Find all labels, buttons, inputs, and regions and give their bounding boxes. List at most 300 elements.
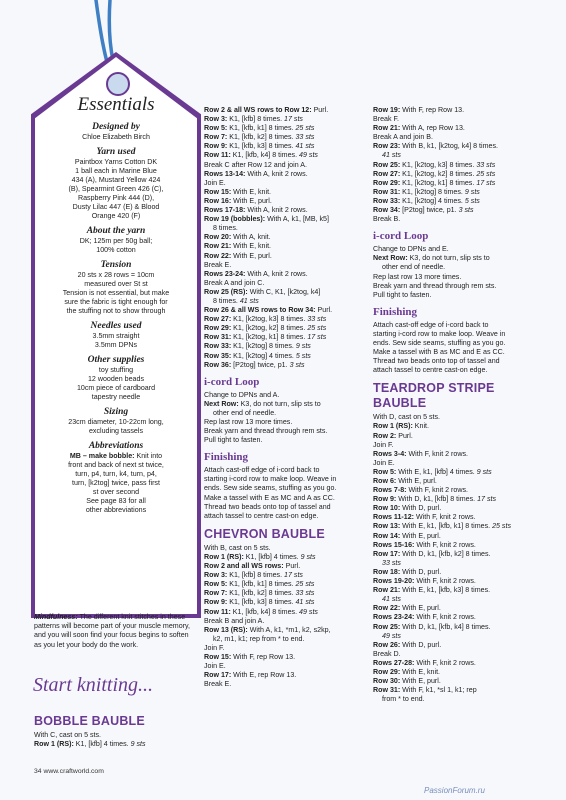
pattern-line [204,503,369,512]
instruction-text: K1, [kfb, k2] 8 times. [227,133,296,142]
pattern-line [373,115,543,124]
pattern-line [373,321,543,330]
row-label: Row 2 and all WS rows: [204,562,284,571]
instruction-text: Purl. [396,431,413,440]
instruction-text: K1, [k2tog, k2] 8 times. [400,169,477,178]
row-label: Row 26 & all WS rows to Row 34: [204,306,316,315]
row-label: Row 2: [373,431,397,440]
pattern-line [204,179,369,188]
instruction-text: other end of needle. [213,408,277,417]
essentials-section [42,407,190,436]
stitch-count: 9 sts [300,552,316,561]
row-label: Row 25: [373,160,401,169]
row-label: Row 31: [373,686,401,695]
row-label: Row 15: [204,187,232,196]
instruction-text: K1, [kfb, k4] 8 times. [230,607,300,616]
pattern-line [373,422,543,431]
instruction-text: With E, purl. [400,677,441,686]
instruction-text: With A, k1, [MB, k5] [265,215,329,224]
pattern-line [373,504,543,513]
instruction-text: K1, [kfb, k1] 8 times. [227,580,296,589]
instruction-text: Attach cast-off edge of i-cord back to [373,320,489,329]
stitch-count: 17 sts [477,495,497,504]
row-label: Row 18: [373,567,401,576]
row-label: Rows 27-28: [373,658,415,667]
row-label: Row 3: [204,115,228,124]
row-label: Row 30: [373,677,401,686]
pattern-line [373,142,543,151]
row-label: Row 27: [204,315,232,324]
instruction-text: With E, k1, [kfb, k3] 8 times. [400,586,491,595]
pattern-line [204,315,369,324]
instruction-text: With B, k1, [k2tog, k4] 8 times. [400,142,498,151]
pattern-line [204,270,369,279]
row-label: Rows 13-14: [204,169,246,178]
pattern-line [373,686,543,695]
subsection-heading: Finishing [373,305,418,318]
instruction-text: K1, [kfb, k3] 8 times. [227,598,296,607]
pattern-line [204,115,369,124]
pattern-line [204,279,369,288]
section-heading: Yarn used [96,147,136,157]
mindfulness-term: Mindfulness: [34,613,78,621]
pattern-line [204,106,369,115]
section-line: Raspberry Pink 444 (D), [77,194,155,202]
pattern-line [373,413,543,422]
row-label: Row 14: [373,531,401,540]
pattern-line [373,245,543,254]
pattern-heading: TEARDROP STRIPE BAUBLE [373,381,495,411]
pattern-line [204,170,369,179]
mindfulness-text: The different knit stitches in these patterns will become part of your muscle memory, and you will soon find your focus begins to soften as you let your body do the work. [34,613,190,649]
instruction-text: With C, cast on 5 sts. [34,731,102,739]
pattern-line [373,495,543,504]
pattern-line [204,242,369,251]
instruction-text: K3, do not turn, slip sts to [407,254,490,263]
pattern-line [373,133,543,142]
instruction-text: Break yarn and thread through rem sts. [373,281,497,290]
section-line: 100% cotton [96,246,136,254]
instruction-text: Break C after Row 12 and join A. [204,160,307,169]
stitch-count: 33 sts [295,133,315,142]
pattern-line [204,589,369,598]
pattern-line [204,662,369,671]
row-label: Row 33: [204,342,232,351]
row-label: Row 33: [373,196,401,205]
instruction-text: Rep last row 13 more times. [204,418,293,426]
instruction-text: With E, knit. [231,242,272,251]
page-footer: 34 www.craftworld.com [34,768,104,775]
pattern-line [373,522,543,531]
pattern-line [373,357,543,366]
instruction-text: K1, [k2tog] 4 times. [231,351,296,360]
section-line: 12 wooden beads [87,375,144,383]
stitch-count: 41 sts [295,598,315,607]
section-line: 1 ball each in Marine Blue [75,167,157,175]
pattern-line [204,233,369,242]
instruction-text: With F, rep Row 13. [231,652,296,661]
row-label: Row 13 (RS): [204,625,248,634]
pattern-line [373,568,543,577]
pattern-line [34,740,199,749]
instruction-text: Join F. [373,440,394,449]
section-line: Chloe Elizabeth Birch [82,133,150,141]
instruction-text: With F, k1, *sl 1, k1; rep [400,686,477,695]
instruction-text: Join E. [373,458,395,467]
stitch-count: 25 sts [295,580,315,589]
instruction-text: [P2tog] twice, p1. [400,206,459,215]
pattern-line [204,352,369,361]
instruction-text: Join F. [204,643,225,652]
pattern-line [204,188,369,197]
stitch-count: 9 sts [476,467,492,476]
row-label: Row 11: [204,151,231,160]
pattern-line [373,197,543,206]
essentials-section [42,260,190,316]
pattern-line [373,632,543,641]
section-heading: About the yarn [86,226,146,236]
instruction-text: K1, [k2tog] 8 times. [231,342,296,351]
pattern-line [204,608,369,617]
stitch-count: 41 sts [295,142,315,151]
pattern-line [204,427,369,436]
pattern-line [373,695,543,704]
pattern-line [373,550,543,559]
row-label: Rows 23-24: [373,613,415,622]
pattern-line [204,409,369,418]
section-line: measured over St st [84,280,148,288]
pattern-heading: CHEVRON BAUBLE [204,526,325,541]
stitch-count: 5 sts [464,196,480,205]
pattern-column-3 [373,106,543,704]
abbreviation-term: MB – make bobble: [69,452,135,460]
row-label: Rows 17-18: [204,206,246,215]
row-label: Row 6: [373,477,397,485]
section-line: Orange 420 (F) [91,212,141,220]
instruction-text: Purl. [311,106,329,114]
pattern-line [373,170,543,179]
watermark: PassionForum.ru [424,786,485,795]
abbreviations-line: other abbreviations [85,506,147,514]
instruction-text: Pull tight to fasten. [204,436,263,445]
row-label: Row 1 (RS): [34,740,74,749]
essentials-title: Essentials [77,94,155,115]
abbreviations-section [42,441,190,515]
pattern-line [204,224,369,233]
instruction-text: With E, rep Row 13. [231,671,297,680]
instruction-text: With D, k1, [kfb] 8 times. [396,495,478,504]
pattern-line [373,124,543,133]
instruction-text: With F, knit 2 rows. [414,577,476,586]
instruction-text: With D, k1, [kfb, k4] 8 times. [400,622,491,631]
stitch-count: 9 sts [295,342,311,351]
instruction-text: 8 times. [213,296,240,305]
pattern-line [373,650,543,659]
pattern-line [204,553,369,562]
pattern-line [373,263,543,272]
row-label: Rows 11-12: [373,513,415,522]
row-label: Row 7: [204,589,228,598]
instruction-text: With A, knit. [231,233,271,242]
instruction-text: K1, [kfb, k4] 8 times. [230,151,300,160]
instruction-text: Break D. [373,649,401,658]
section-line: sure the fabric is tight enough for [64,298,168,306]
row-label: Row 3: [204,571,228,580]
subsection-heading: i-cord Loop [373,230,429,243]
pattern-line [373,459,543,468]
pattern-line [204,306,369,315]
instruction-text: With E, purl. [231,251,272,260]
instruction-text: Break B and join A. [204,616,265,625]
row-label: Row 29: [204,324,232,333]
stitch-count: 5 sts [295,351,311,360]
instruction-text: With E, k1, [kfb, k1] 8 times. [400,522,493,531]
instruction-text: Break B. [373,215,401,224]
pattern-line [204,671,369,680]
pattern-line [373,577,543,586]
stitch-count: 17 sts [476,178,496,187]
instruction-text: With F, knit 2 rows. [414,613,476,622]
pattern-column-1 [34,708,199,749]
instruction-text: K1, [k2tog, k1] 8 times. [400,178,477,187]
instruction-text: Make a tassel with E as MC and A as CC. [204,493,335,502]
pattern-line [373,486,543,495]
section-line: 434 (A), Mustard Yellow 424 [71,176,161,184]
instruction-text: Rep last row 13 more times. [373,272,462,281]
pattern-line [204,626,369,635]
pattern-line [373,613,543,622]
instruction-text: With F, rep Row 13. [400,106,465,114]
instruction-text: [P2tog] twice, p1. [231,360,290,369]
abbreviations-heading: Abbreviations [88,441,144,451]
section-line: (B), Spearmint Green 426 (C), [68,185,164,193]
row-label: Row 5: [204,124,228,133]
instruction-text: K1, [k2tog, k3] 8 times. [231,315,308,324]
instruction-text: K1, [kfb] 8 times. [227,115,285,124]
abbreviations-line: st over second [92,488,140,496]
pattern-line [204,680,369,689]
instruction-text: With A, knit 2 rows. [245,206,308,215]
row-label: Row 29: [373,178,401,187]
instruction-text: Make a tassel with B as MC and E as CC. [373,348,505,357]
abbreviations-line: See page 83 for all [86,497,146,505]
stitch-count: 17 sts [284,115,303,124]
instruction-text: With C, K1, [k2tog, k4] [247,287,321,296]
instruction-text: k2, m1, k1; rep from * to end. [213,634,305,643]
pattern-line [204,288,369,297]
pattern-line [204,215,369,224]
section-heading: Needles used [90,321,142,331]
stitch-count: 41 sts [239,296,259,305]
instruction-text: Break A and join C. [204,278,265,287]
row-label: Row 9: [204,598,228,607]
pattern-line [373,273,543,282]
pattern-line [204,580,369,589]
stitch-count: 25 sts [295,124,315,133]
instruction-text: With E, k1, [kfb] 4 times. [396,467,477,476]
instruction-text: other end of needle. [382,263,446,272]
section-line: 3.5mm straight [92,332,140,340]
instruction-text: With F, knit 2 rows. [414,513,476,522]
pattern-line [204,617,369,626]
instruction-text: ends. Sew side seams, stuffing as you go. [373,338,506,347]
pattern-line [373,668,543,677]
pattern-heading: BOBBLE BAUBLE [34,714,145,728]
abbreviations-line: turn, p4, turn, k4, turn, p4, [75,470,157,478]
pattern-line [373,188,543,197]
pattern-line [373,513,543,522]
pattern-line [204,484,369,493]
pattern-line [204,124,369,133]
stitch-count: 33 sts [295,589,315,598]
row-label: Row 19: [373,106,401,114]
row-label: Row 1 (RS): [204,552,244,561]
row-label: Rows 3-4: [373,449,407,458]
pattern-line [373,215,543,224]
instruction-text: K1, [k2tog] 4 times. [400,196,465,205]
instruction-text: K1, [kfb, k1] 8 times. [227,124,296,133]
instruction-text: With F, knit 2 rows. [406,449,469,458]
essentials-sections [42,122,190,436]
stitch-count: 17 sts [284,571,303,580]
instruction-text: Break E. [204,260,232,269]
row-label: Row 15: [204,652,232,661]
section-line: Paintbox Yarns Cotton DK [74,158,158,166]
pattern-line [373,282,543,291]
essentials-section [42,122,190,142]
section-line: DK; 125m per 50g ball; [79,237,153,245]
row-label: Row 1 (RS): [373,422,413,431]
abbreviations-line [42,452,190,461]
section-heading: Tension [100,260,132,270]
section-line: the stuffing not to show through [66,307,166,315]
stitch-count: 41 sts [382,595,401,604]
pattern-line [373,541,543,550]
instruction-text: K1, [kfb] 8 times. [227,571,285,580]
instruction-text: Join E. [204,178,226,187]
pattern-line [373,677,543,686]
instruction-text: With F, knit 2 rows. [406,486,469,495]
pattern-line [373,291,543,300]
pattern-line [373,254,543,263]
pattern-line [373,106,543,115]
row-label: Row 34: [373,206,401,215]
pattern-line [204,635,369,644]
stitch-count: 9 sts [464,187,480,196]
row-label: Row 9: [204,142,228,151]
pattern-line [204,133,369,142]
subsection-heading: Finishing [204,451,249,464]
instruction-text: Break E. [204,680,232,689]
pattern-line [373,586,543,595]
instruction-text: With D, cast on 5 sts. [373,413,441,422]
row-label: Row 29: [373,667,401,676]
pattern-line [373,641,543,650]
pattern-line [204,391,369,400]
instruction-text: With E, knit. [400,667,441,676]
instruction-text: Purl. [315,306,333,315]
section-line: tapestry needle [91,393,141,401]
instruction-text: With D, k1, [kfb, k2] 8 times. [400,549,491,558]
pattern-line [373,532,543,541]
stitch-count: 3 sts [289,360,305,369]
row-label: Next Row: [204,399,239,408]
instruction-text: K3, do not turn, slip sts to [238,399,321,408]
section-line: 20 sts x 28 rows = 10cm [77,271,155,279]
instruction-text: attach tassel to centre cast-on edge. [373,366,488,375]
essentials-section [42,321,190,350]
row-label: Next Row: [373,254,408,263]
instruction-text: Thread two beads onto top of tassel and [204,502,331,511]
row-label: Row 25: [373,622,401,631]
abbreviations-line: front and back of next st twice, [68,461,164,469]
section-line: 3.5mm DPNs [94,341,138,349]
start-knitting-title: Start knitting... [33,674,153,696]
instruction-text: With D, purl. [400,504,442,513]
pattern-line [373,441,543,450]
row-label: Row 31: [373,187,401,196]
pattern-line [373,432,543,441]
stitch-count: 49 sts [382,631,401,640]
instruction-text: K1, [k2tog] 8 times. [400,187,465,196]
pattern-line [373,604,543,613]
pattern-line [204,361,369,370]
row-label: Row 13: [373,522,401,531]
section-line: excluding tassels [88,427,144,435]
pattern-line [373,468,543,477]
pattern-line [373,366,543,375]
instruction-text: With E, purl. [400,531,441,540]
pattern-line [373,477,543,486]
row-label: Row 21: [373,586,401,595]
row-label: Row 11: [204,607,231,616]
section-line: Dusty Lilac 447 (E) & Blood [72,203,160,211]
pattern-line [373,559,543,568]
pattern-line [204,324,369,333]
row-label: Row 10: [373,504,401,513]
pattern-line [204,475,369,484]
pattern-line [204,161,369,170]
pattern-line [204,418,369,427]
pattern-line [204,400,369,409]
section-line: 23cm diameter, 10-22cm long, [68,418,164,426]
instruction-text: K1, [k2tog, k3] 8 times. [400,160,477,169]
instruction-text: Pull tight to fasten. [373,290,432,299]
section-heading: Sizing [103,407,129,417]
row-label: Row 7: [204,133,228,142]
instruction-text: K1, [kfb, k3] 8 times. [227,142,296,151]
row-label: Row 2 & all WS rows to Row 12: [204,106,312,114]
instruction-text: Join E. [204,662,226,671]
instruction-text: ends. Sew side seams, stuffing as you go. [204,484,337,493]
pattern-line [204,653,369,662]
instruction-text: Break yarn and thread through rem sts. [204,427,328,436]
essentials-section [42,147,190,221]
pattern-line [204,544,369,553]
row-label: Rows 15-16: [373,540,415,549]
instruction-text: With A, rep Row 13. [400,124,465,133]
pattern-line [204,206,369,215]
row-label: Row 35: [204,351,232,360]
row-label: Row 19 (bobbles): [204,215,266,224]
section-line: 10cm piece of cardboard [76,384,156,392]
pattern-column-2 [204,106,369,689]
section-heading: Other supplies [87,355,145,365]
pattern-line [204,436,369,445]
row-label: Row 21: [373,124,401,133]
row-label: Row 17: [373,549,401,558]
pattern-line [204,571,369,580]
